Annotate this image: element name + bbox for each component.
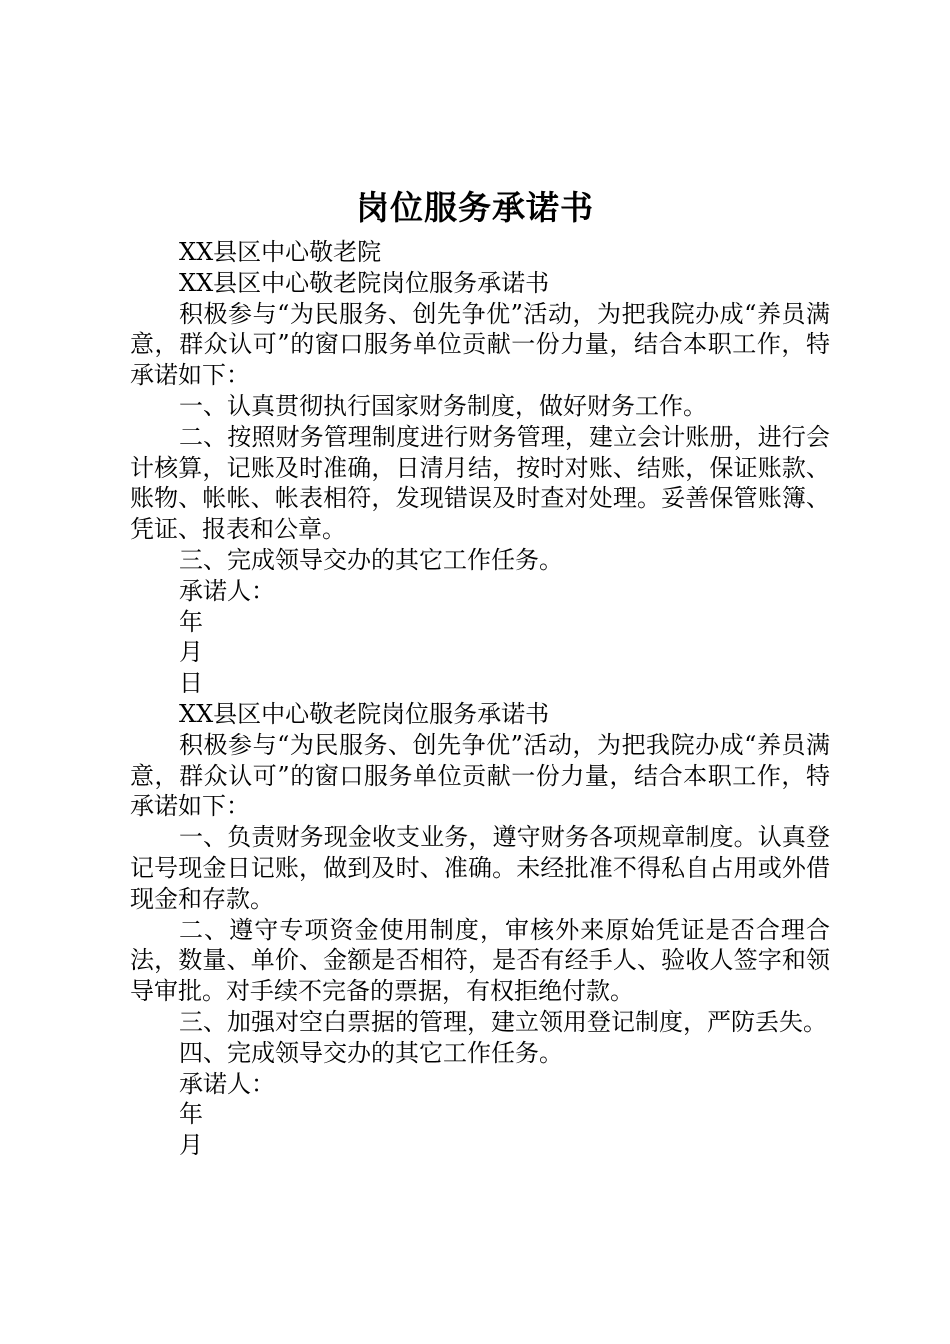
commitment-item-1-1: 一、认真贯彻执行国家财务制度，做好财务工作。 [179, 391, 707, 420]
intro-paragraph-2: 积极参与“为民服务、创先争优”活动，为把我院办成“养员满意，群众认可”的窗口服务单位贡献一份力量，结合本职工作，特承诺如下： [130, 730, 830, 821]
commitment-item-1-3: 三、完成领导交办的其它工作任务。 [179, 545, 563, 574]
commitment-item-2-4: 四、完成领导交办的其它工作任务。 [179, 1038, 563, 1067]
page-title: 岗位服务承诺书 [356, 188, 594, 227]
date-month-2: 月 [179, 1131, 203, 1160]
section-heading-2: XX县区中心敬老院岗位服务承诺书 [179, 699, 550, 728]
date-year-2: 年 [179, 1100, 203, 1129]
commitment-item-2-3: 三、加强对空白票据的管理，建立领用登记制度，严防丢失。 [179, 1007, 827, 1036]
signer-label-1: 承诺人： [179, 576, 275, 605]
commitment-item-2-2: 二、遵守专项资金使用制度，审核外来原始凭证是否合理合法，数量、单价、金额是否相符，是否有经手人、验收人签字和领导审批。对手续不完备的票据，有权拒绝付款。 [130, 915, 830, 1006]
date-month-1: 月 [179, 638, 203, 667]
section-heading-1: XX县区中心敬老院岗位服务承诺书 [179, 268, 550, 297]
intro-paragraph-1: 积极参与“为民服务、创先争优”活动，为把我院办成“养员满意，群众认可”的窗口服务单位贡献一份力量，结合本职工作，特承诺如下： [130, 299, 830, 390]
commitment-item-2-1: 一、负责财务现金收支业务，遵守财务各项规章制度。认真登记号现金日记账，做到及时、准确。未经批准不得私自占用或外借现金和存款。 [130, 823, 830, 913]
signer-label-2: 承诺人： [179, 1069, 275, 1098]
date-day-1: 日 [179, 669, 203, 698]
document-body [130, 237, 830, 1161]
org-name-line: XX县区中心敬老院 [179, 238, 382, 266]
date-year-1: 年 [179, 607, 203, 636]
commitment-item-1-2: 二、按照财务管理制度进行财务管理，建立会计账册，进行会计核算，记账及时准确，日清月结，按时对账、结账，保证账款、账物、帐帐、帐表相符，发现错误及时查对处理。妥善保管账簿、凭证、报表和公章。 [130, 422, 830, 544]
